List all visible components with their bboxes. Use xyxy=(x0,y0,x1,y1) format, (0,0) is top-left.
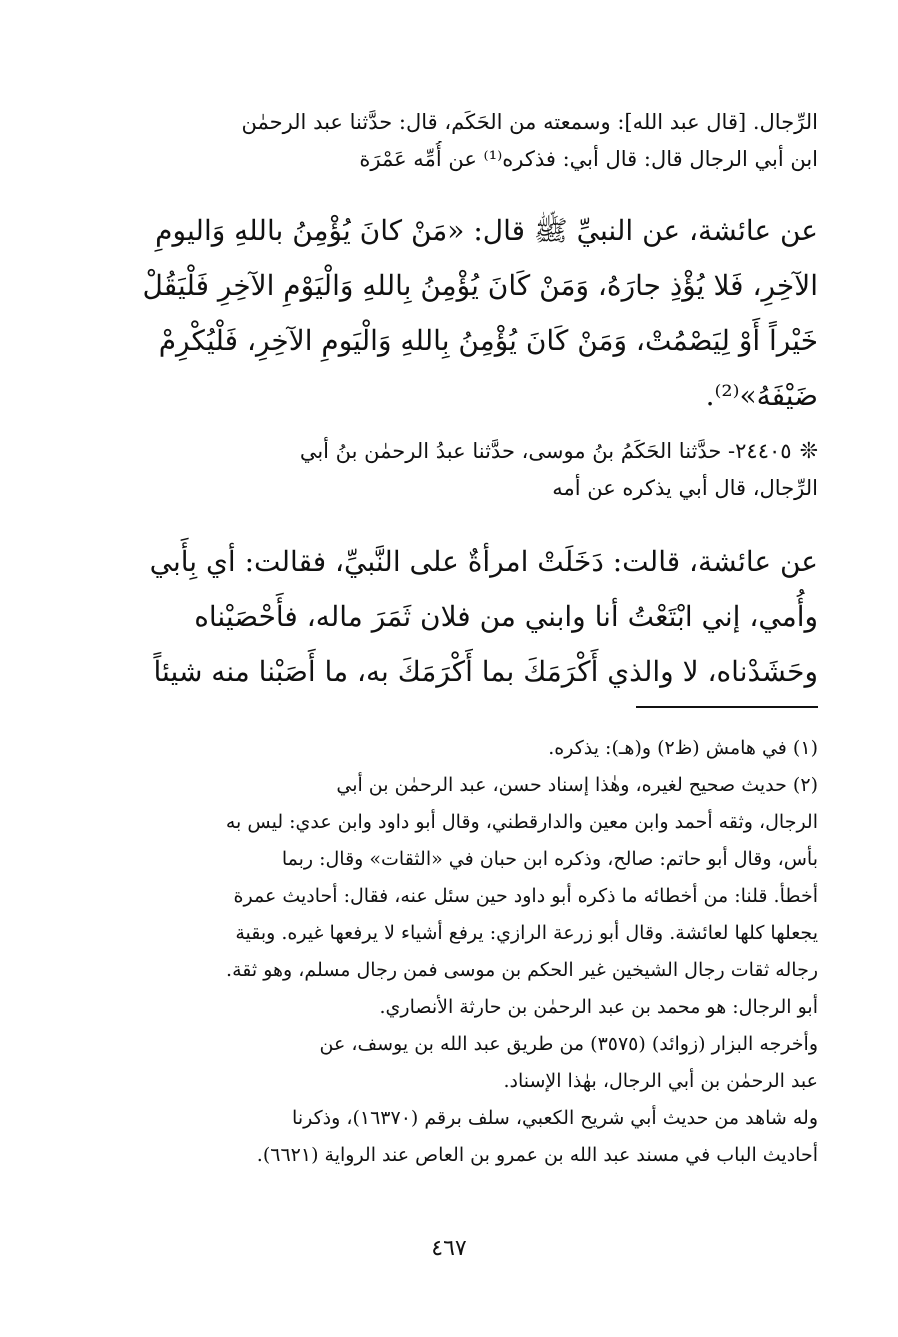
footnote-divider xyxy=(636,706,818,708)
text-line: ابن أبي الرجال قال: قال أبي: فذكره⁽¹⁾ عن أُمِّه عَمْرَة xyxy=(359,147,818,171)
footnote-line: أحاديث الباب في مسند عبد الله بن عمرو بن العاص عند الرواية (٦٦٢١). xyxy=(256,1144,818,1166)
text-line: ضَيْفَهُ»⁽²⁾. xyxy=(705,379,818,412)
footnote-line: رجاله ثقات رجال الشيخين غير الحكم بن موسى فمن رجال مسلم، وهو ثقة. xyxy=(226,959,818,981)
footnote-line: عبد الرحمٰن بن أبي الرجال، بهٰذا الإسناد. xyxy=(503,1070,818,1092)
text-line: الرِّجال. [قال عبد الله]: وسمعته من الحَكَم، قال: حدَّثنا عبد الرحمٰن xyxy=(241,110,818,134)
hadith-2-isnad xyxy=(78,433,818,507)
footnote-line: بأس، وقال أبو حاتم: صالح، وذكره ابن حبان في «الثقات» وقال: ربما xyxy=(281,848,818,870)
footnote-line: وأخرجه البزار (زوائد) (٣٥٧٥) من طريق عبد الله بن يوسف، عن xyxy=(319,1033,818,1055)
footnote-line: أبو الرجال: هو محمد بن عبد الرحمٰن بن حارثة الأنصاري. xyxy=(379,996,818,1018)
footnote-line: أخطأ. قلنا: من أخطائه ما ذكره أبو داود حين سئل عنه، فقال: أحاديث عمرة xyxy=(233,885,818,907)
footnotes xyxy=(78,730,818,1174)
star-ornament-icon: ❊ xyxy=(799,439,818,464)
text-line: الآخِرِ، فَلا يُؤْذِ جارَهُ، وَمَنْ كَانَ يُؤْمِنُ بِاللهِ وَالْيَوْمِ الآخِرِ فَلْيَقُلْ xyxy=(142,269,818,302)
page-number: ٤٦٧ xyxy=(431,1236,467,1261)
text-line: وحَشَدْناه، لا والذي أَكْرَمَكَ بما أَكْرَمَكَ به، ما أَصَبْنا منه شيئاً xyxy=(153,655,818,688)
footnote-line: (٢) حديث صحيح لغيره، وهٰذا إسناد حسن، عبد الرحمٰن بن أبي xyxy=(336,774,818,796)
text-line: وأُمي، إني ابْتَعْتُ أنا وابني من فلان ثَمَرَ ماله، فأَحْصَيْناه xyxy=(194,600,818,633)
footnote-line: يجعلها كلها لعائشة. وقال أبو زرعة الرازي: يرفع أشياء لا يرفعها غيره. وبقية xyxy=(235,922,818,944)
intro-paragraph xyxy=(78,104,818,178)
text-line xyxy=(78,433,818,470)
text-line: عن عائشة، قالت: دَخَلَتْ امرأةٌ على النَّبيِّ، فقالت: أي بِأَبي xyxy=(149,545,818,578)
hadith-2-text xyxy=(78,534,818,699)
text-line: خَيْراً أَوْ لِيَصْمُتْ، وَمَنْ كَانَ يُؤْمِنُ بِاللهِ وَالْيَومِ الآخِرِ، فَلْيُكْرِمْ xyxy=(158,324,818,357)
footnote-line: الرجال، وثقه أحمد وابن معين والدارقطني، وقال أبو داود وابن عدي: ليس به xyxy=(225,811,818,833)
text-line: الرِّجال، قال أبي يذكره عن أمه xyxy=(552,476,818,500)
text-line: عن عائشة، عن النبيِّ ﷺ قال: «مَنْ كانَ يُؤْمِنُ باللهِ وَاليومِ xyxy=(155,214,818,247)
footnote-line: وله شاهد من حديث أبي شريح الكعبي، سلف برقم (١٦٣٧٠)، وذكرنا xyxy=(292,1107,818,1129)
hadith-number-line: ٢٤٤٠٥- حدَّثنا الحَكَمُ بنُ موسى، حدَّثنا عبدُ الرحمٰن بنُ أبي xyxy=(299,439,792,463)
hadith-1-text xyxy=(78,203,818,423)
footnote-line: (١) في هامش (ظ٢) و(هـ): يذكره. xyxy=(548,737,818,759)
